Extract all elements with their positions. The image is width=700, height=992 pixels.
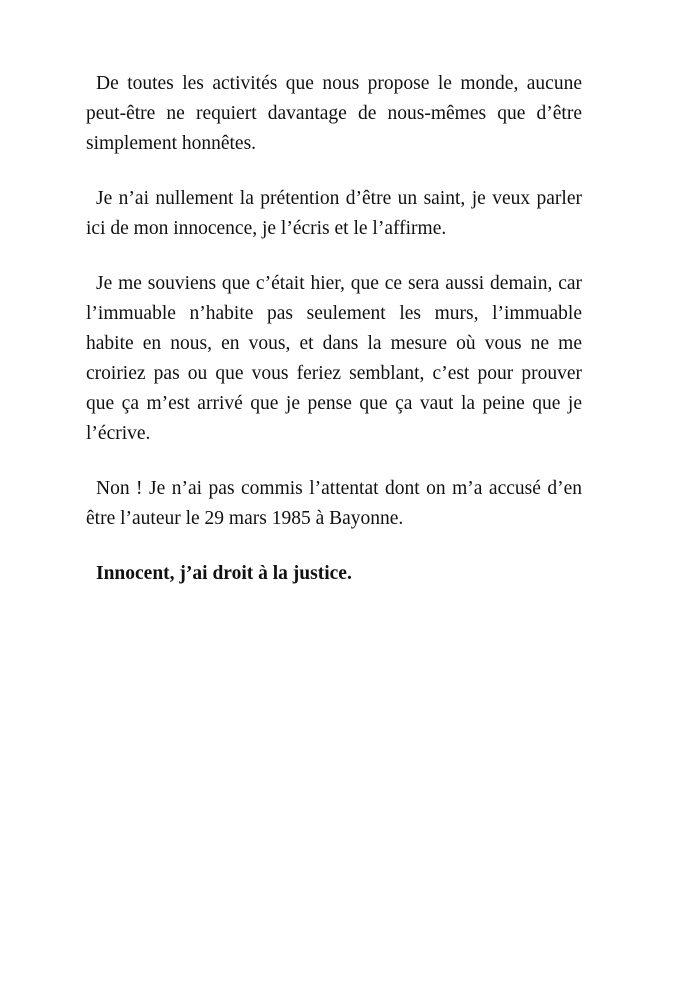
paragraph-justice-statement: Innocent, j’ai droit à la justice. [96, 563, 352, 584]
paragraph-innocence-claim: Je n’ai nullement la prétention d’être un saint, je veux parler ici de mon innocence, je l’écris et le l’affirme. [86, 188, 582, 239]
document-page [86, 69, 582, 614]
paragraph-denial: Non ! Je n’ai pas commis l’attentat dont on m’a accusé d’en être l’auteur le 29 mars 1985 à Bayonne. [86, 478, 582, 529]
paragraph-memory: Je me souviens que c’était hier, que ce sera aussi demain, car l’immuable n’habite pas seulement les murs, l’immuable habite en nous, en vous, et dans la mesure où vous ne me croiriez pas ou que vous feriez semblant, c’est pour prouver que ça m’est arrivé que je pense que ça vaut la peine que je l’écrive. [86, 273, 582, 444]
paragraph-opening: De toutes les activités que nous propose le monde, aucune peut-être ne requiert davantage de nous-mêmes que d’être simplement honnêtes. [86, 73, 582, 154]
